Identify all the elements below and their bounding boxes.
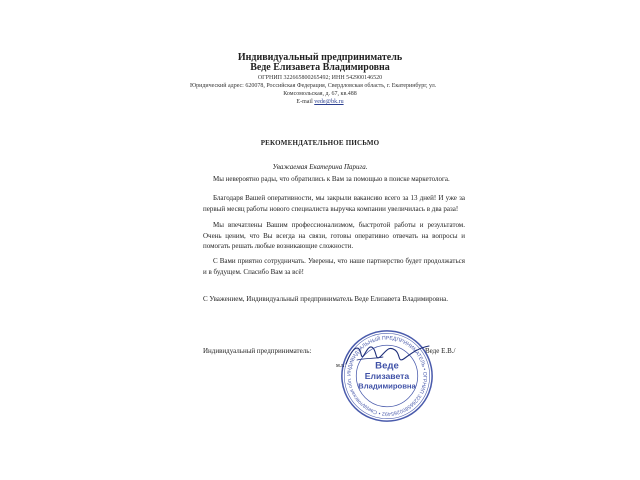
header-address-2: Комсомольская, д. 67, кв.488 [283,91,357,97]
header-ogrnip: ОГРНИП 322665800265492; ИНН 542900146520 [257,75,383,81]
letter-closing: С Уважением, Индивидуальный предприниматель Веде Елизавета Владимировна. [203,295,448,303]
seal-center-line-1: Веде [375,360,399,372]
letter-paragraph: С Вами приятно сотрудничать. Уверены, что наше партнерство будет продолжаться и в будущем. Спасибо Вам за всё! [203,257,465,276]
signature-role-label: Индивидуальный предприниматель: [203,347,312,355]
email-label: E-mail [296,99,313,105]
seal-center-line-3: Владимировна [358,381,416,391]
letter-paragraph: Благодаря Вашей оперативности, мы закрыли вакансию всего за 13 дней! И уже за первый месяц работы нового специалиста выручка компании увеличилась в два раза! [203,194,465,213]
stamp-place-label: м.п. [336,363,347,369]
header-email [0,99,640,105]
email-link[interactable]: vede@bk.ru [314,99,344,105]
letter-greeting: Уважаемая Екатерина Парига. [272,163,368,171]
handwritten-signature [343,338,433,370]
signature-name: Веде Е.В./ [425,347,456,355]
seal-center-line-2: Елизавета [364,370,410,381]
letter-title: РЕКОМЕНДАТЕЛЬНОЕ ПИСЬМО [260,139,380,147]
letter-paragraph: Мы впечатлены Вашим профессионализмом, быстротой работы и результатом. Очень ценим, что Вы всегда на связи, готовы оперативно отвечать на вопросы и помогать решать любые возникающие сложности. [203,221,465,250]
header-address-1: Юридический адрес: 620078, Российская Федерация, Свердловская область, г. Екатеринбург, ул. [190,83,437,89]
letter-paragraph: Мы невероятно рады, что обратились к Вам за помощью в поиске маркетолога. [213,175,450,183]
seal-ring-text: ИНДИВИДУАЛЬНЫЙ ПРЕДПРИНИМАТЕЛЬ • ОГРНИП 322665800265492 • Свердловская обл. [346,335,428,417]
header-line-2: Веде Елизавета Владимировна [250,62,390,73]
header-line-1: Индивидуальный предприниматель [237,52,403,63]
